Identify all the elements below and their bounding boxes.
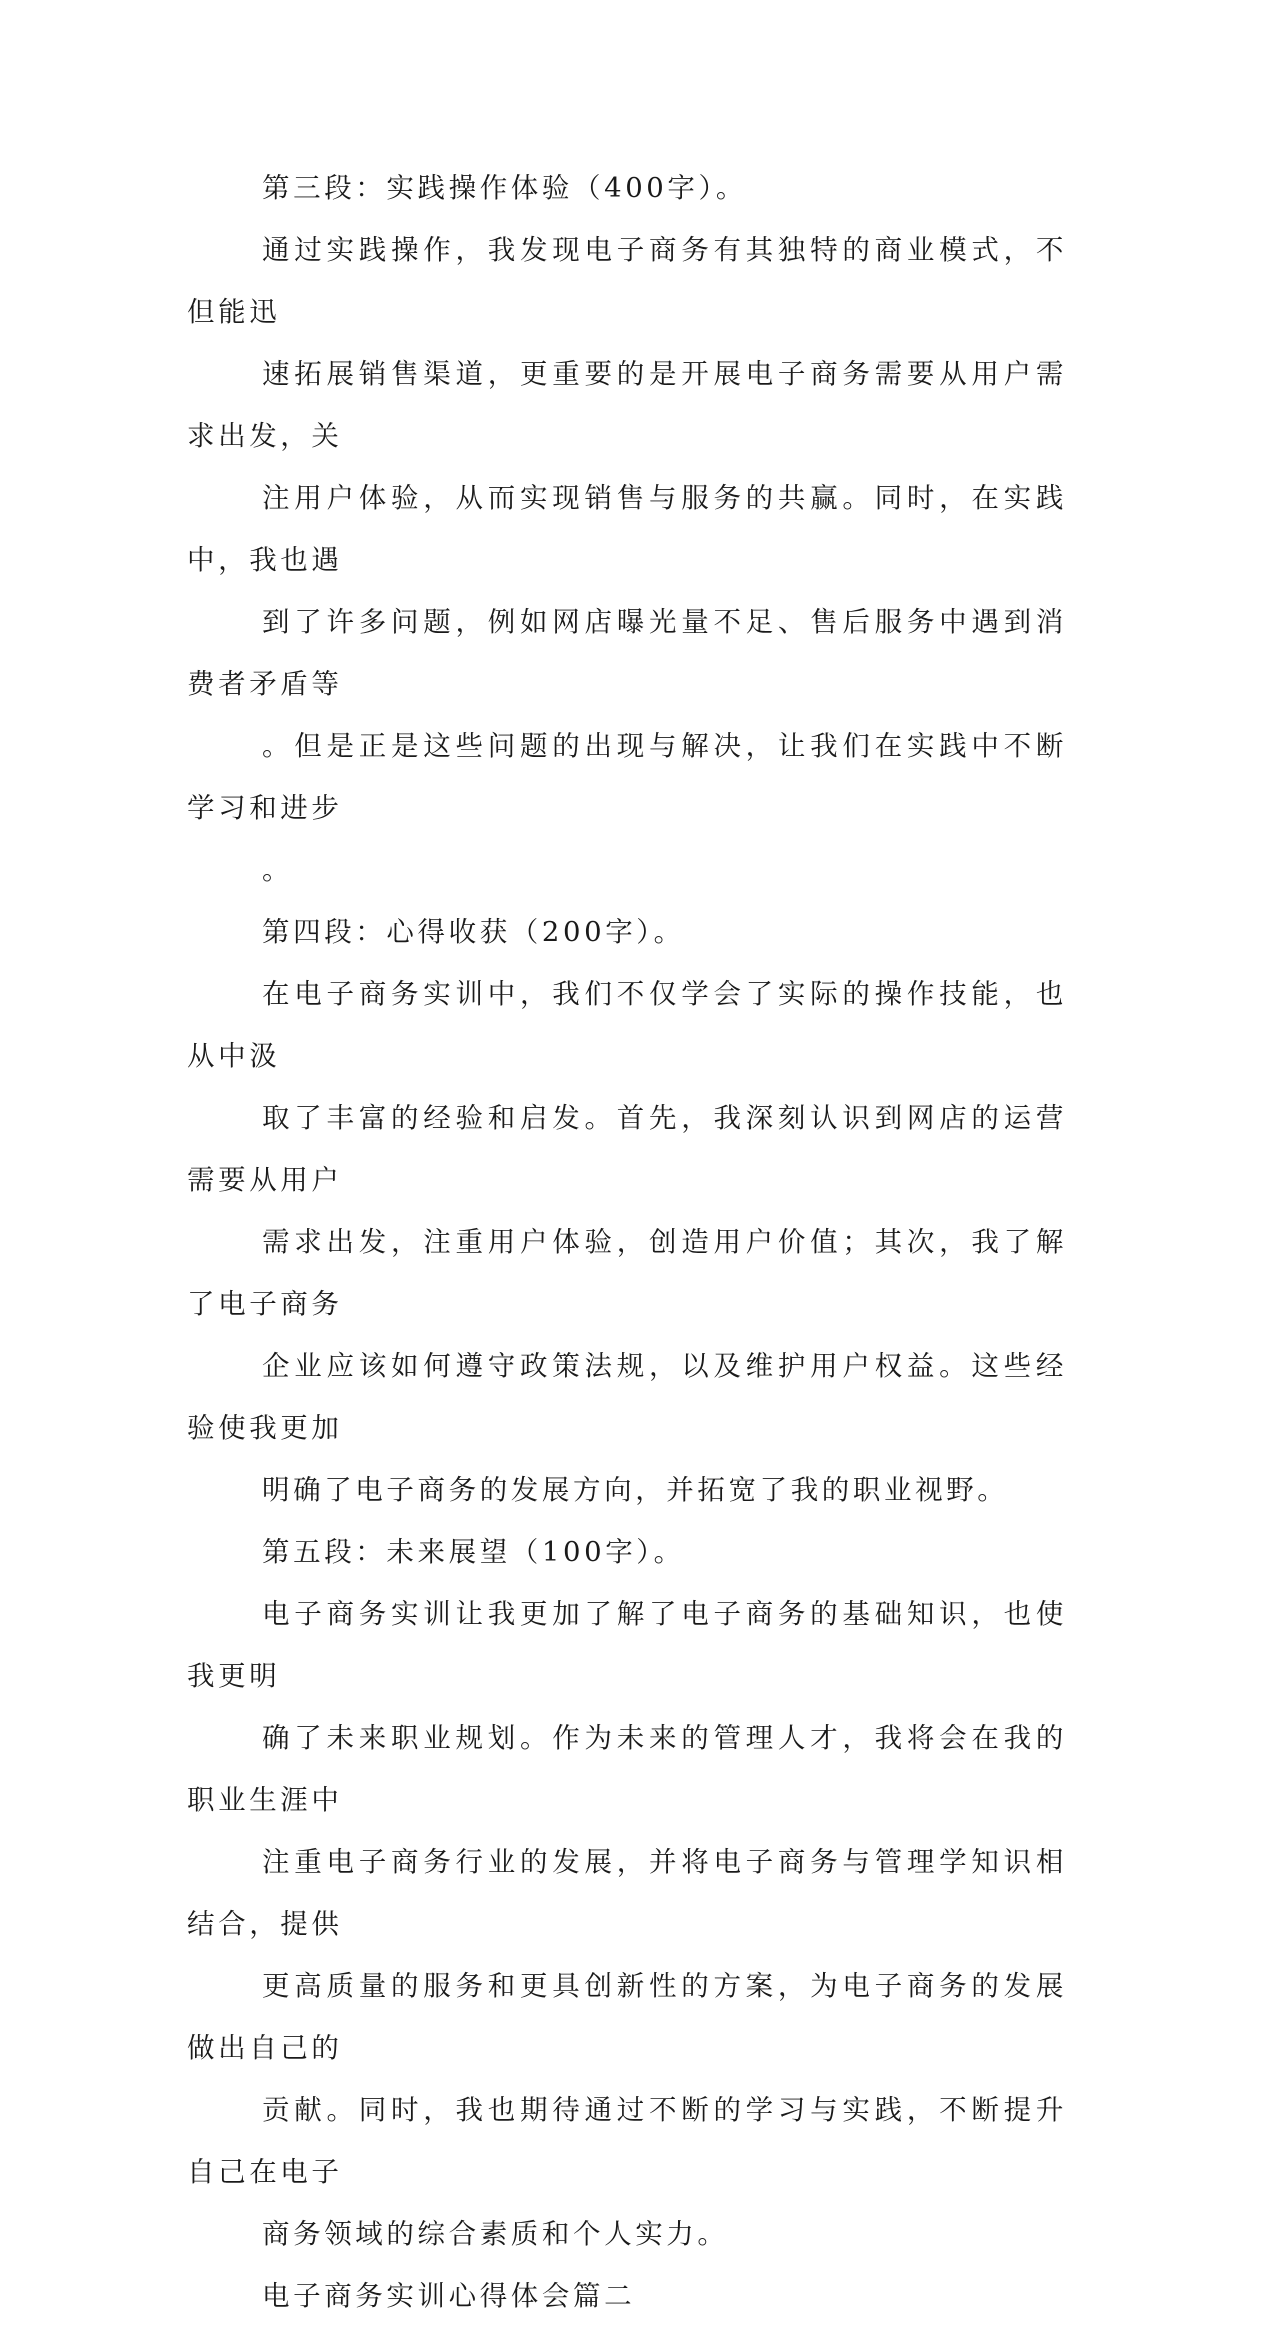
text-line: 商务领域的综合素质和个人实力。 <box>262 2218 729 2250</box>
text-line: 需求出发，注重用户体验，创造用户价值；其次，我了解了电子商务 <box>187 1226 1067 1320</box>
paragraph-future-outlook <box>187 1583 1067 2265</box>
text-line: 企业应该如何遵守政策法规，以及维护用户权益。这些经验使我更加 <box>187 1350 1067 1444</box>
text-line: 第五段：未来展望（100字）。 <box>262 1536 685 1568</box>
section-heading-3 <box>187 157 1067 219</box>
section-heading-5 <box>187 1521 1067 1583</box>
text-line: 通过实践操作，我发现电子商务有其独特的商业模式，不但能迅 <box>187 234 1067 328</box>
paragraph-practice-experience <box>187 219 1067 901</box>
text-line: 。 <box>262 854 294 886</box>
text-line: 在电子商务实训中，我们不仅学会了实际的操作技能，也从中汲 <box>187 978 1067 1072</box>
text-line: 第四段：心得收获（200字）。 <box>262 916 685 948</box>
text-line: 贡献。同时，我也期待通过不断的学习与实践，不断提升自己在电子 <box>187 2094 1067 2188</box>
text-line: 更高质量的服务和更具创新性的方案，为电子商务的发展做出自己的 <box>187 1970 1067 2064</box>
text-line: 速拓展销售渠道，更重要的是开展电子商务需要从用户需求出发，关 <box>187 358 1067 452</box>
text-line: 确了未来职业规划。作为未来的管理人才，我将会在我的职业生涯中 <box>187 1722 1067 1816</box>
text-line: 注重电子商务行业的发展，并将电子商务与管理学知识相结合，提供 <box>187 1846 1067 1940</box>
text-line: 注用户体验，从而实现销售与服务的共赢。同时，在实践中，我也遇 <box>187 482 1067 576</box>
article-title-part-two <box>187 2265 1067 2327</box>
text-line: 。但是正是这些问题的出现与解决，让我们在实践中不断学习和进步 <box>187 730 1067 824</box>
text-line: 到了许多问题，例如网店曝光量不足、售后服务中遇到消费者矛盾等 <box>187 606 1067 700</box>
text-line: 取了丰富的经验和启发。首先，我深刻认识到网店的运营需要从用户 <box>187 1102 1067 1196</box>
document-body <box>187 157 1067 2327</box>
text-line: 电子商务实训让我更加了解了电子商务的基础知识，也使我更明 <box>187 1598 1067 1692</box>
text-line: 电子商务实训心得体会篇二 <box>262 2280 636 2312</box>
text-line: 第三段：实践操作体验（400字）。 <box>262 172 747 204</box>
paragraph-gains <box>187 963 1067 1521</box>
text-line: 明确了电子商务的发展方向，并拓宽了我的职业视野。 <box>262 1474 1009 1506</box>
section-heading-4 <box>187 901 1067 963</box>
